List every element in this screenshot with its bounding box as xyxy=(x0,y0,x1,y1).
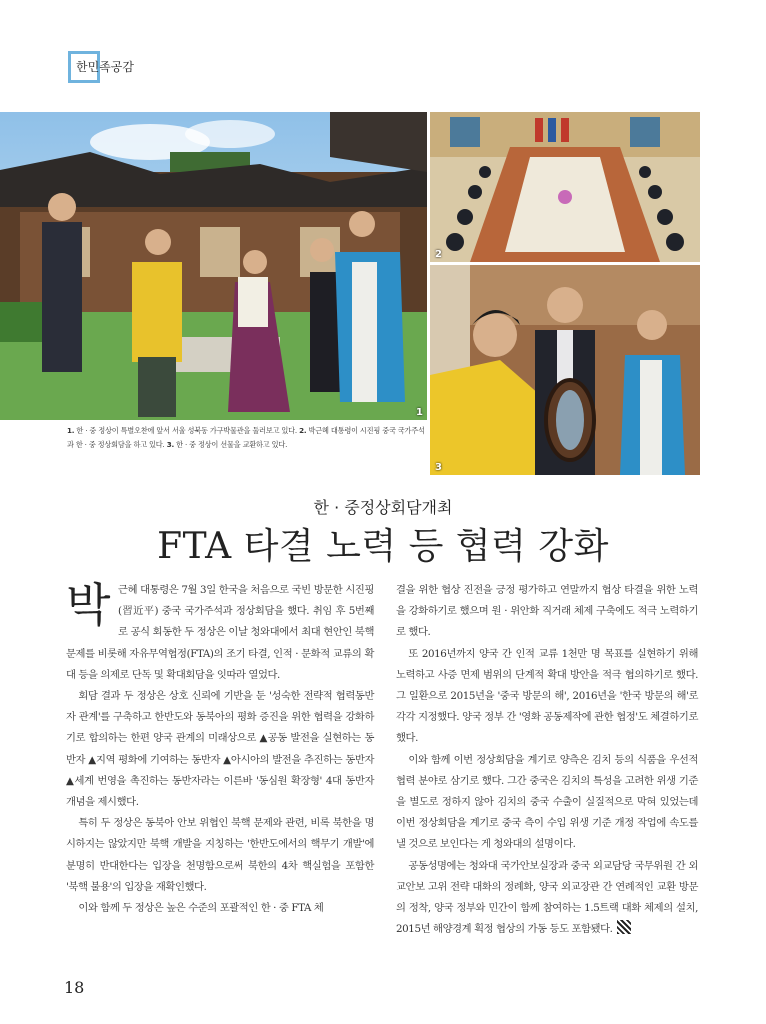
end-mark-icon xyxy=(617,920,631,934)
article-subtitle: 한 · 중정상회담개최 xyxy=(313,498,453,517)
article-paragraph: 또 2016년까지 양국 간 인적 교류 1천만 명 목표를 실현하기 위해 노력하고 사증 면제 범위의 단계적 확대 방안을 적극 협의하기로 했다. 그 일환으로 2015년을 '중국 방문의 해', 2016년을 '한국 방문의 해'로 각각 지정했다. 양국 정부 간 '영화 공동제작에 관한 협정'도 체결하기로 했다. xyxy=(396,647,698,745)
photo-caption xyxy=(67,424,427,452)
article-paragraph: 회담 결과 두 정상은 상호 신뢰에 기반을 둔 '성숙한 전략적 협력동반자 관계'를 구축하고 한반도와 동북아의 평화 증진을 위한 협력을 강화하기로 합의하는 한편 양국 관계의 미래상으로 ▲공동 발전을 실현하는 동반자 ▲지역 평화에 기여하는 동반자 ▲아시아의 발전을 추진하는 동반자 ▲세계 번영을 촉진하는 동반자라는 이른바 '동심원 확장형' 4대 동반자 개념을 제시했다. xyxy=(66,690,374,809)
photo-number-2: 2 xyxy=(435,249,442,260)
photo-summit-meeting xyxy=(430,112,700,262)
article-column-right xyxy=(396,580,698,940)
caption-number-1: 1. xyxy=(67,426,75,435)
article-paragraph: 공동성명에는 청와대 국가안보실장과 중국 외교담당 국무위원 간 외교안보 고위 전략 대화의 정례화, 양국 외교장관 간 연례적인 교환 방문의 정착, 양국 정부와 민간이 함께 참여하는 1.5트랙 대화 체제의 설치, 2015년 해양경계 획정 협상의 가동 등도 포함됐다. xyxy=(396,859,698,936)
caption-text-3: 한 · 중 정상이 선물을 교환하고 있다. xyxy=(174,440,288,449)
article-paragraph: 결을 위한 협상 진전을 긍정 평가하고 연말까지 협상 타결을 위한 노력을 강화하기로 했으며 원 · 위안화 직거래 체제 구축에도 적극 노력하기로 했다. xyxy=(396,584,698,639)
article-column-left xyxy=(66,580,374,919)
caption-text-1: 한 · 중 정상이 특별오찬에 앞서 서울 성북동 가구박물관을 둘러보고 있다. xyxy=(74,426,300,435)
caption-number-2: 2. xyxy=(299,426,307,435)
photo-gift-graphic xyxy=(430,265,700,475)
photo-number-3: 3 xyxy=(435,462,442,473)
page-number: 18 xyxy=(64,978,85,997)
caption-number-3: 3. xyxy=(166,440,175,449)
article-paragraph: 특히 두 정상은 동북아 안보 위협인 북핵 문제와 관련, 비록 북한을 명시하지는 않았지만 북핵 개발을 지칭하는 '한반도에서의 핵무기 개발'에 분명히 반대한다는 입장을 천명함으로써 북한의 4차 핵실험을 포함한 '북핵 불용'의 입장을 재확인했다. xyxy=(66,817,374,893)
caption-text-2: 박근혜 대통령이 시진핑 중국 국가주석과 한 · 중 정상회담을 하고 있다. xyxy=(67,426,425,449)
photo-number-1: 1 xyxy=(416,407,423,418)
article-paragraph: 박근혜 대통령은 7월 3일 한국을 처음으로 국빈 방문한 시진핑(習近平) 중국 국가주석과 정상회담을 했다. 취임 후 5번째로 공식 회동한 두 정상은 이날 청와대에서 최대 현안인 북핵 문제를 비롯해 자유무역협정(FTA)의 조기 타결, 인적 · 문화적 교류의 확대 등을 의제로 단독 및 확대회담을 잇따라 열었다. xyxy=(66,578,374,681)
photo-gift-exchange xyxy=(430,265,700,475)
article-headline: FTA 타결 노력 등 협력 강화 xyxy=(157,526,609,567)
drop-cap: 박 xyxy=(66,578,111,632)
photo-meeting-graphic xyxy=(430,112,700,262)
photo-courtyard-graphic xyxy=(0,112,427,420)
article-paragraph: 이와 함께 두 정상은 높은 수준의 포괄적인 한 · 중 FTA 체 xyxy=(78,902,324,915)
photo-courtyard-visit xyxy=(0,112,427,420)
section-label: 한민족공감 xyxy=(76,60,134,74)
article-paragraph: 이와 함께 이번 정상회담을 계기로 양측은 김치 등의 식품을 우선적 협력 분야로 삼기로 했다. 그간 중국은 김치의 특성을 고려한 위생 기준을 별도로 정하지 않아 김치의 중국 수출이 실질적으로 막혀 있었는데 이번 정상회담을 계기로 중국 측이 수입 위생 기준 개정 작업에 속도를 낼 것으로 보인다는 게 청와대의 설명이다. xyxy=(396,753,698,851)
